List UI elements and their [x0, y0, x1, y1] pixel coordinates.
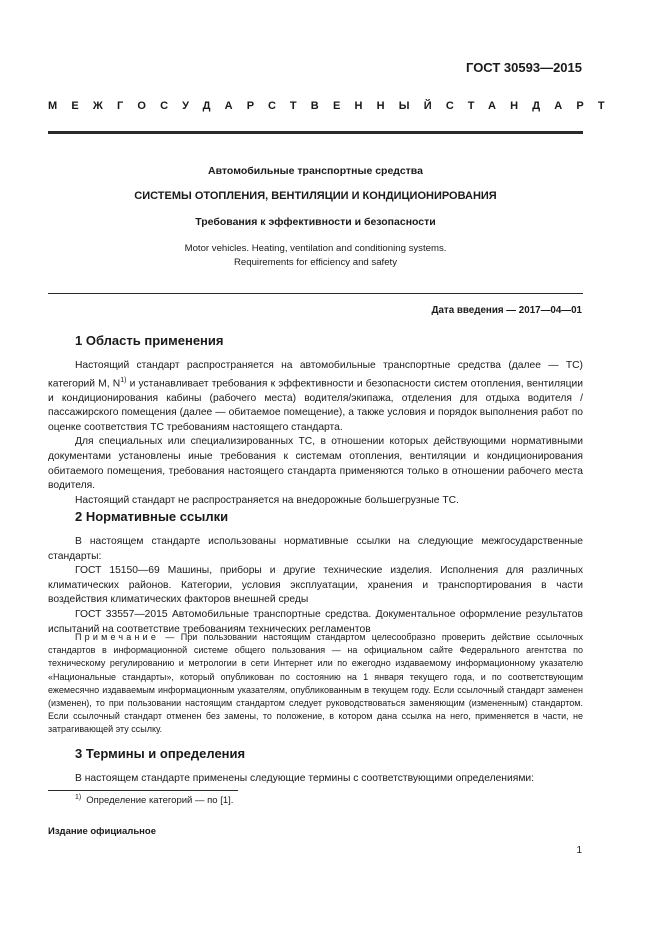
section-1-body: [48, 359, 583, 508]
note-paragraph: [48, 631, 583, 737]
standard-type-word-2: СТАНДАРТ: [445, 100, 619, 112]
footnote-text: Определение категорий — по [1].: [86, 795, 234, 807]
section-2-reference-2: ГОСТ 33557—2015 Автомобильные транспортные средства. Документальное оформление результатов испытаний на соответствие требованиям технических регламентов: [48, 608, 583, 635]
footnote-reference: 1): [120, 376, 127, 384]
official-edition-label: Издание официальное: [48, 826, 156, 837]
english-title: [48, 242, 583, 270]
section-1-paragraph-3: Настоящий стандарт не распространяется на внедорожные большегрузные ТС.: [75, 494, 459, 506]
section-3-body: [48, 772, 583, 787]
footnote-rule: [48, 790, 238, 791]
page-number: 1: [576, 845, 582, 856]
section-2-reference-1: ГОСТ 15150—69 Машины, приборы и другие технические изделия. Исполнения для различных климатических районов. Категории, условия эксплуатации, хранения и транспортирования в части воздействия климатических факторов внешней среды: [48, 565, 583, 606]
section-1-paragraph-1: [48, 359, 583, 435]
english-title-line-1: Motor vehicles. Heating, ventilation and conditioning systems.: [184, 243, 447, 254]
note-label: Примечание: [75, 632, 160, 642]
gost-number: ГОСТ 30593—2015: [466, 60, 582, 75]
footnote-mark: 1): [75, 794, 82, 801]
section-3-heading: 3 Термины и определения: [75, 746, 246, 761]
standard-type-heading: [48, 100, 619, 112]
section-1-paragraph-1-text-b: и устанавливает требования к эффективности и безопасности систем отопления, вентиляции и кондиционирования кабины (рабочего места) водителя/экипажа, отделения для отдыха водителя /пассажирского помещения (далее — обитаемое помещение), а также условия и порядок выполнения работ по оценке соответствия ТС требованиям настоящего стандарта.: [48, 378, 583, 433]
section-1-paragraph-1-text-a: Настоящий стандарт распространяется на автомобильные транспортные средства (далее — ТС) категорий M, N: [48, 360, 583, 390]
section-2-paragraph-1: В настоящем стандарте использованы нормативные ссылки на следующие межгосударственные стандарты:: [48, 536, 583, 562]
effective-date: Дата введения — 2017—04—01: [431, 305, 582, 316]
title-rule: [48, 293, 583, 294]
section-2-note: [48, 631, 583, 737]
section-2-body: [48, 535, 583, 637]
header-rule: [48, 131, 583, 134]
standard-type-word-1: МЕЖГОСУДАРСТВЕННЫЙ: [48, 100, 446, 112]
section-3-paragraph-1: В настоящем стандарте применены следующие термины с соответствующими определениями:: [75, 773, 535, 784]
footnote: [75, 794, 233, 806]
english-title-line-2: Requirements for efficiency and safety: [234, 257, 397, 268]
title-line-2: СИСТЕМЫ ОТОПЛЕНИЯ, ВЕНТИЛЯЦИИ И КОНДИЦИОНИРОВАНИЯ: [134, 190, 497, 202]
title-line-1: Автомобильные транспортные средства: [208, 165, 423, 177]
title-line-3: Требования к эффективности и безопасности: [195, 216, 436, 228]
section-1-paragraph-2: Для специальных или специализированных ТС, в отношении которых действующими нормативными документами установлены иные требования к системам отопления, вентиляции и кондиционирования обитаемого помещения, требования настоящего стандарта применяются только в отношении рабочего места водителя.: [48, 436, 583, 492]
section-2-heading: 2 Нормативные ссылки: [75, 509, 229, 524]
note-text: — При пользовании настоящим стандартом целесообразно проверить действие ссылочных стандартов в информационной системе общего пользования — на официальном сайте Федерального агентства по техническому регулированию и метрологии в сети Интернет или по ежегодно издаваемому информационному указателю «Национальные стандарты», который опубликован по состоянию на 1 января текущего года, и по соответствующим ежемесячно издаваемым информационным указателям, опубликованным в текущем году. Если ссылочный стандарт заменен (изменен), то при пользовании настоящим стандартом следует руководствоваться заменяющим (измененным) стандартом. Если ссылочный стандарт отменен без замены, то положение, в котором дана ссылка на него, применяется в части, не затрагивающей эту ссылку.: [48, 632, 583, 735]
section-1-heading: 1 Область применения: [75, 333, 224, 348]
